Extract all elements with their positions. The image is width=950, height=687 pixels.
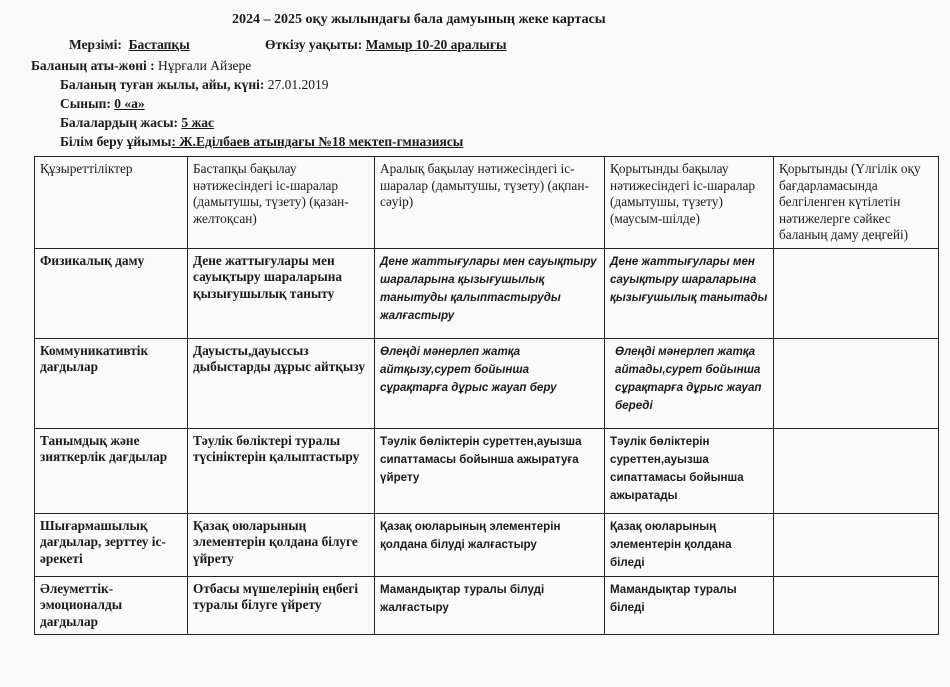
class-label: Сынып: bbox=[60, 96, 111, 111]
interim-cell: Тәулік бөліктерін суреттен,ауызша сипаттамасы бойынша ажыратуға үйрету bbox=[375, 428, 605, 513]
organization-label: Білім беру ұйымы bbox=[60, 134, 172, 149]
child-name-label: Баланың аты-жөні : bbox=[31, 58, 155, 73]
term-line bbox=[69, 37, 190, 53]
table-row bbox=[35, 338, 939, 428]
competency-cell: Шығармашылық дағдылар, зерттеу іс-әрекеті bbox=[35, 513, 188, 576]
table-row bbox=[35, 576, 939, 635]
class-value: 0 «а» bbox=[114, 96, 145, 111]
column-header-competencies: Құзыреттіліктер bbox=[35, 157, 188, 249]
age-value: 5 жас bbox=[181, 115, 215, 130]
interim-cell: Өлеңді мәнерлеп жатқа айтқызу,сурет бойынша сұрақтарға дұрыс жауап беру bbox=[375, 338, 605, 428]
class-line bbox=[60, 96, 145, 112]
child-name-line bbox=[31, 58, 251, 74]
birth-date-value: 27.01.2019 bbox=[267, 77, 329, 92]
result-cell[interactable] bbox=[774, 428, 939, 513]
child-name-value: Нұрғали Айзере bbox=[157, 58, 252, 73]
column-header-result: Қорытынды (Үлгілік оқу бағдарламасында белгіленген күтілетін нәтижелерге сәйкес баланың даму деңгейі) bbox=[774, 157, 939, 249]
final-cell: Өлеңді мәнерлеп жатқа айтады,сурет бойынша сұрақтарға дұрыс жауап береді bbox=[605, 338, 774, 428]
competency-cell: Коммуникативтік дағдылар bbox=[35, 338, 188, 428]
competency-cell: Танымдық және зияткерлік дағдылар bbox=[35, 428, 188, 513]
initial-cell: Қазақ оюларының элементерін қолдана білуге үйрету bbox=[188, 513, 375, 576]
final-cell: Дене жаттығулары мен сауықтыру шараларына қызығушылық танытады bbox=[605, 248, 774, 338]
column-header-interim: Аралық бақылау нәтижесіндегі іс-шаралар (дамытушы, түзету) (ақпан-сәуір) bbox=[375, 157, 605, 249]
initial-cell: Тәулік бөліктері туралы түсініктерін қалыптастыру bbox=[188, 428, 375, 513]
time-label: Өткізу уақыты: bbox=[265, 37, 363, 52]
term-value: Бастапқы bbox=[128, 37, 190, 52]
table-row bbox=[35, 428, 939, 513]
development-table bbox=[34, 156, 939, 635]
term-label: Мерзімі: bbox=[69, 37, 122, 52]
organization-value: : Ж.Еділбаев атындағы №18 мектеп-гмназиясы bbox=[171, 134, 464, 149]
birth-date-label: Баланың туған жылы, айы, күні: bbox=[60, 77, 265, 92]
competency-cell: Физикалық даму bbox=[35, 248, 188, 338]
table-header-row bbox=[35, 157, 939, 249]
result-cell[interactable] bbox=[774, 513, 939, 576]
birth-date-line bbox=[60, 77, 329, 93]
initial-cell: Отбасы мүшелерінің еңбегі туралы білуге үйрету bbox=[188, 576, 375, 635]
interim-cell: Мамандықтар туралы білуді жалғастыру bbox=[375, 576, 605, 635]
organization-line bbox=[60, 134, 463, 150]
result-cell[interactable] bbox=[774, 338, 939, 428]
initial-cell: Дауысты,дауыссыз дыбыстарды дұрыс айтқызу bbox=[188, 338, 375, 428]
document-title: 2024 – 2025 оқу жылындағы бала дамуының жеке картасы bbox=[232, 12, 606, 27]
final-cell: Қазақ оюларының элементерін қолдана біледі bbox=[605, 513, 774, 576]
result-cell[interactable] bbox=[774, 576, 939, 635]
time-value: Мамыр 10-20 аралығы bbox=[365, 37, 507, 52]
final-cell: Тәулік бөліктерін суреттен,ауызша сипаттамасы бойынша ажыратады bbox=[605, 428, 774, 513]
column-header-initial: Бастапқы бақылау нәтижесіндегі іс-шаралар (дамытушы, түзету) (қазан-желтоқсан) bbox=[188, 157, 375, 249]
age-label: Балалардың жасы: bbox=[60, 115, 178, 130]
table-row bbox=[35, 248, 939, 338]
time-line bbox=[265, 37, 507, 53]
result-cell[interactable] bbox=[774, 248, 939, 338]
initial-cell: Дене жаттығулары мен сауықтыру шараларына қызығушылық таныту bbox=[188, 248, 375, 338]
interim-cell: Қазақ оюларының элементерін қолдана білуді жалғастыру bbox=[375, 513, 605, 576]
table-row bbox=[35, 513, 939, 576]
interim-cell: Дене жаттығулары мен сауықтыру шараларына қызығушылық танытуды қалыптастыруды жалғастыру bbox=[375, 248, 605, 338]
column-header-final: Қорытынды бақылау нәтижесіндегі іс-шаралар (дамытушы, түзету) (маусым-шілде) bbox=[605, 157, 774, 249]
age-line bbox=[60, 115, 214, 131]
final-cell: Мамандықтар туралы біледі bbox=[605, 576, 774, 635]
competency-cell: Әлеуметтік-эмоционалды дағдылар bbox=[35, 576, 188, 635]
